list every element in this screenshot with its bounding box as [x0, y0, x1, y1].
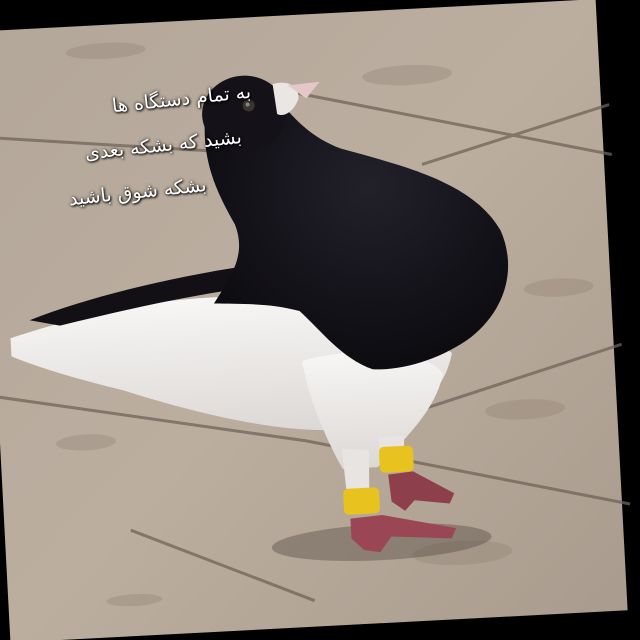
caption-line-2: بشید که بشکه بعدی: [83, 126, 243, 165]
caption-line-1: به تمام دستگاه ها: [110, 80, 253, 118]
leg-band-left: [343, 487, 380, 515]
caption-line-3: بشکه شوق باشید: [67, 173, 208, 211]
leg-band-right: [379, 445, 414, 473]
overlay-caption: [0, 70, 262, 227]
